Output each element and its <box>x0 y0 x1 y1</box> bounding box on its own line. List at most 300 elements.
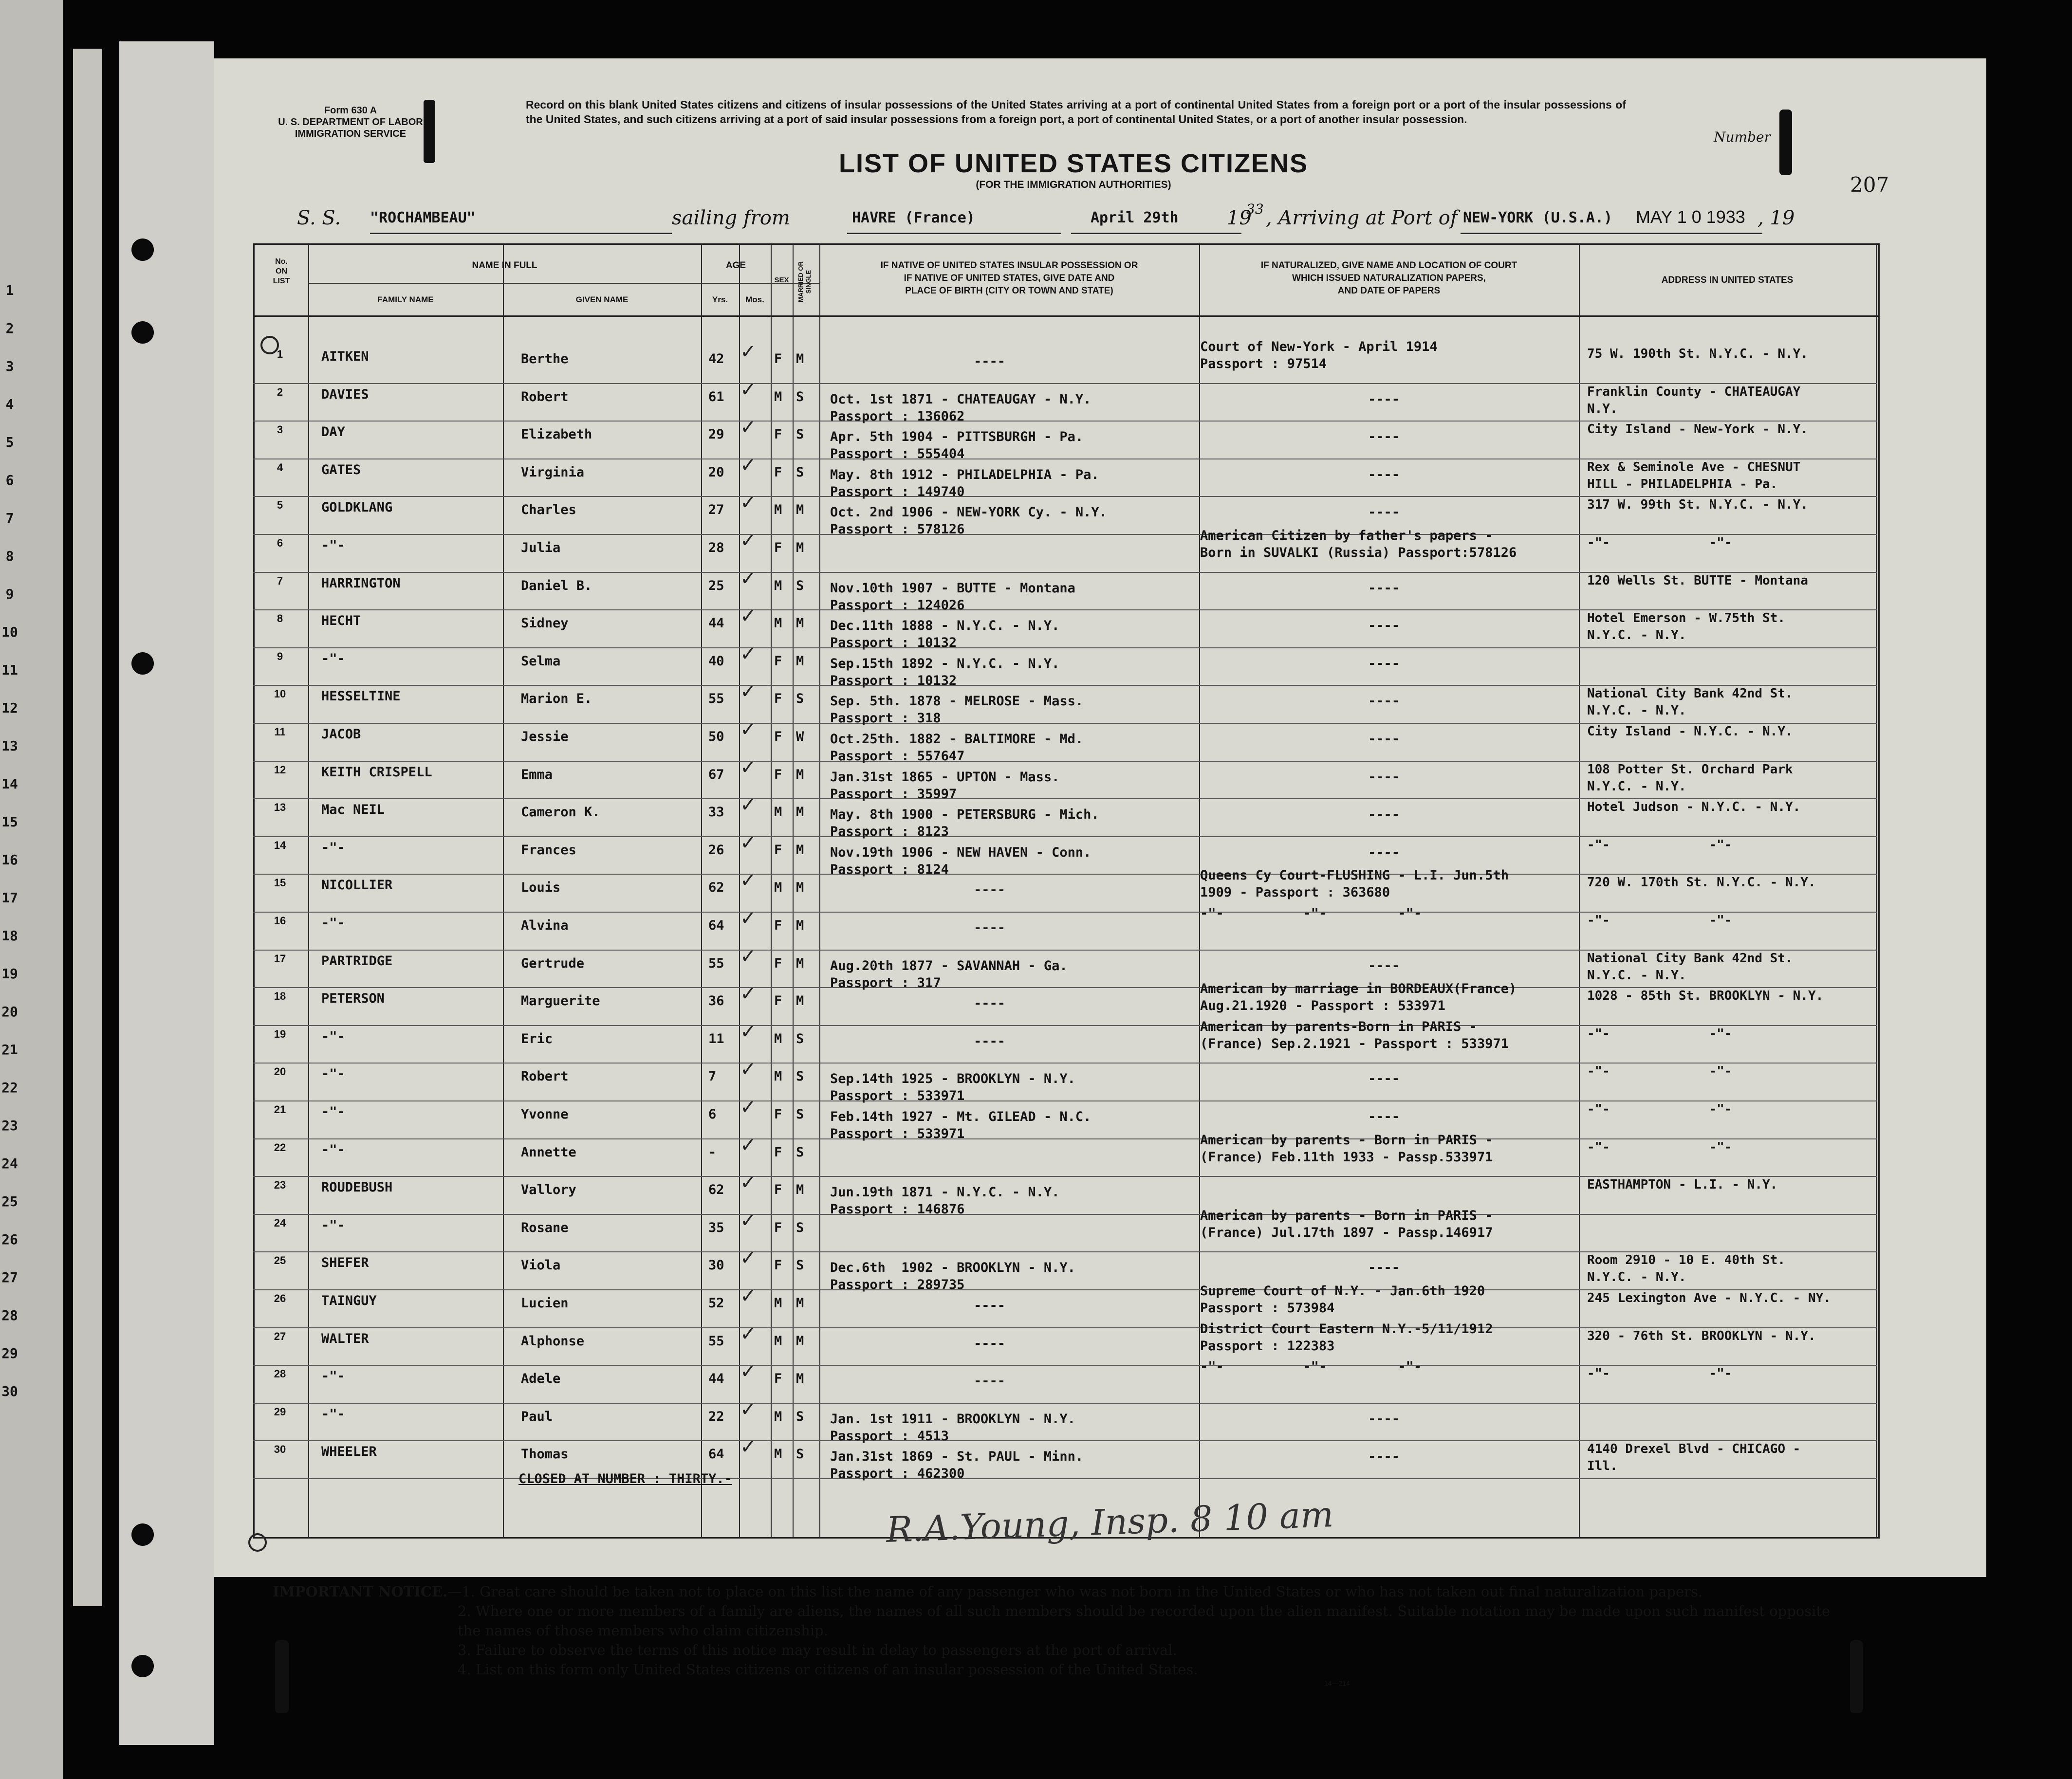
col-given-name: GIVEN NAME <box>575 295 629 304</box>
sex: F <box>774 427 782 442</box>
marital-status: S <box>796 1031 804 1046</box>
given-name: Alvina <box>521 918 569 933</box>
age-years: 50 <box>708 729 724 744</box>
sex: M <box>774 1069 782 1084</box>
naturalization-info: American by parents - Born in PARIS - (France) Jul.17th 1897 - Passp.146917 <box>1200 1208 1493 1240</box>
sex: F <box>774 351 782 367</box>
family-name: Mac NEIL <box>321 802 385 818</box>
family-name: ROUDEBUSH <box>321 1180 393 1195</box>
naturalization-info: -"- -"- -"- <box>1200 906 1422 921</box>
sex: F <box>774 918 782 933</box>
row-number: 20 <box>274 1065 286 1078</box>
arrival-port: NEW-YORK (U.S.A.) <box>1463 209 1613 226</box>
prev-page-row-number: 2 <box>5 320 14 336</box>
check-mark: ✓ <box>740 831 757 854</box>
given-name: Vallory <box>521 1182 576 1198</box>
age-years: 33 <box>708 805 724 820</box>
naturalization-info: ---- <box>1368 580 1400 596</box>
birth-info: May. 8th 1912 - PHILADELPHIA - Pa. Passport : 149740 <box>830 467 1099 499</box>
given-name: Eric <box>521 1031 553 1046</box>
given-name: Robert <box>521 389 569 404</box>
age-years: 55 <box>708 1333 724 1349</box>
check-mark: ✓ <box>740 794 757 817</box>
col-divider <box>701 245 702 1537</box>
prev-page-row-number: 30 <box>1 1383 18 1399</box>
sex: F <box>774 842 782 858</box>
sex: F <box>774 540 782 555</box>
row-number: 26 <box>274 1292 286 1304</box>
row-number: 11 <box>274 726 286 738</box>
date-underline <box>1071 233 1241 234</box>
naturalization-info: ---- <box>1368 505 1400 520</box>
family-name: HESSELTINE <box>321 689 401 704</box>
family-name: -"- <box>321 1142 345 1157</box>
age-years: 52 <box>708 1296 724 1311</box>
row-number: 19 <box>274 1027 286 1040</box>
naturalization-info: Queens Cy Court-FLUSHING - L.I. Jun.5th 1909 - Passport : 363680 <box>1200 868 1509 900</box>
col-mos: Mos. <box>745 295 764 304</box>
given-name: Marion E. <box>521 691 592 707</box>
check-mark: ✓ <box>740 756 757 779</box>
check-mark: ✓ <box>740 454 757 477</box>
birth-info: ---- <box>974 354 1006 369</box>
age-years: 35 <box>708 1220 724 1235</box>
col-married: MARRIED OR SINGLE <box>797 261 812 302</box>
ss-label: S. S. <box>297 207 341 229</box>
arriving-label: , Arriving at Port of <box>1266 207 1458 229</box>
birth-info: ---- <box>974 1033 1006 1049</box>
prev-page-row-number: 16 <box>1 852 18 868</box>
birth-info: Dec.11th 1888 - N.Y.C. - N.Y. Passport : 10132 <box>830 618 1060 651</box>
row-number: 7 <box>277 574 283 587</box>
form-code: 14—214 <box>1324 1679 1350 1687</box>
sex: F <box>774 1371 782 1387</box>
prev-page-row-number: 14 <box>1 776 18 792</box>
naturalization-info: ---- <box>1368 1449 1400 1465</box>
marital-status: M <box>796 993 804 1009</box>
given-name: Jessie <box>521 729 569 744</box>
col-divider <box>819 245 820 1537</box>
year-trailing: , 19 <box>1758 207 1795 229</box>
arrival-underline <box>1461 233 1762 234</box>
binder-hole <box>131 1655 154 1677</box>
sex: F <box>774 1144 782 1160</box>
row-divider <box>253 1403 1877 1404</box>
departure-port: HAVRE (France) <box>852 209 975 226</box>
family-name: WALTER <box>321 1331 369 1346</box>
prev-page-row-number: 5 <box>5 434 14 450</box>
us-address: City Island - N.Y.C. - N.Y. <box>1587 724 1793 739</box>
header-divider <box>308 283 819 284</box>
us-address: -"- -"- <box>1587 1064 1732 1079</box>
naturalization-info: American by marriage in BORDEAUX(France) Aug.21.1920 - Passport : 533971 <box>1200 981 1517 1014</box>
family-name: -"- <box>321 651 345 666</box>
col-age: AGE <box>725 260 746 271</box>
ink-mark <box>1850 1640 1863 1713</box>
given-name: Yvonne <box>521 1107 569 1122</box>
birth-info: Oct. 2nd 1906 - NEW-YORK Cy. - N.Y. Passport : 578126 <box>830 505 1107 537</box>
col-divider <box>793 245 794 1537</box>
previous-page-row-numbers <box>0 282 19 1421</box>
number-label: Number <box>1714 129 1771 145</box>
row-number: 4 <box>277 461 283 474</box>
marital-status: M <box>796 918 804 933</box>
col-divider <box>771 245 772 1537</box>
sex: M <box>774 1333 782 1349</box>
prev-page-row-number: 17 <box>1 890 18 906</box>
important-notice <box>273 1582 1831 1679</box>
previous-page-margin <box>119 41 214 1745</box>
row-divider <box>253 1214 1877 1215</box>
given-name: Louis <box>521 880 561 896</box>
departure-date: April 29th <box>1091 209 1179 226</box>
family-name: NICOLLIER <box>321 878 393 893</box>
given-name: Selma <box>521 653 561 669</box>
row-number: 23 <box>274 1179 286 1192</box>
us-address: -"- -"- <box>1587 1026 1732 1041</box>
row-number: 16 <box>274 915 286 927</box>
year-suffix: 33 <box>1246 201 1264 217</box>
us-address: 320 - 76th St. BROOKLYN - N.Y. <box>1587 1328 1816 1343</box>
age-years: 6 <box>708 1107 717 1122</box>
sex: F <box>774 767 782 782</box>
prev-page-row-number: 23 <box>1 1118 18 1134</box>
birth-info: Jun.19th 1871 - N.Y.C. - N.Y. Passport : 146876 <box>830 1185 1060 1217</box>
us-address: 720 W. 170th St. N.Y.C. - N.Y. <box>1587 875 1816 890</box>
given-name: Daniel B. <box>521 578 592 593</box>
given-name: Viola <box>521 1258 561 1273</box>
col-divider <box>1579 245 1580 1537</box>
prev-page-row-number: 22 <box>1 1080 18 1096</box>
check-mark: ✓ <box>740 341 757 363</box>
given-name: Berthe <box>521 351 569 367</box>
marital-status: S <box>796 578 804 593</box>
birth-info: Oct.25th. 1882 - BALTIMORE - Md. Passport : 557647 <box>830 732 1084 764</box>
port-underline <box>847 233 1061 234</box>
prev-page-row-number: 10 <box>1 624 18 640</box>
given-name: Paul <box>521 1409 553 1424</box>
us-address: City Island - New-York - N.Y. <box>1587 422 1808 437</box>
header-bottom <box>255 315 1878 317</box>
birth-info: Sep. 5th. 1878 - MELROSE - Mass. Passport : 318 <box>830 694 1084 726</box>
family-name: SHEFER <box>321 1255 369 1271</box>
sex: M <box>774 578 782 593</box>
birth-info: ---- <box>974 996 1006 1011</box>
check-mark: ✓ <box>740 1322 757 1345</box>
us-address: 4140 Drexel Blvd - CHICAGO - Ill. <box>1587 1442 1801 1474</box>
row-number: 14 <box>274 839 286 851</box>
check-mark: ✓ <box>740 1247 757 1270</box>
naturalization-info: ---- <box>1368 732 1400 747</box>
us-address: National City Bank 42nd St. N.Y.C. - N.Y. <box>1587 951 1793 983</box>
marital-status: S <box>796 1107 804 1122</box>
sex: F <box>774 1258 782 1273</box>
row-number: 17 <box>274 952 286 965</box>
row-number: 29 <box>274 1405 286 1418</box>
birth-info: Oct. 1st 1871 - CHATEAUGAY - N.Y. Passport : 136062 <box>830 391 1092 424</box>
prev-page-row-number: 25 <box>1 1193 18 1210</box>
age-years: 67 <box>708 767 724 782</box>
page-subtitle: (FOR THE IMMIGRATION AUTHORITIES) <box>976 179 1171 190</box>
age-years: 36 <box>708 993 724 1009</box>
marital-status: M <box>796 1296 804 1311</box>
us-address: -"- -"- <box>1587 535 1732 550</box>
sailing-label: sailing from <box>672 207 790 229</box>
us-address: -"- -"- <box>1587 1102 1732 1117</box>
us-address: 317 W. 99th St. N.Y.C. - N.Y. <box>1587 497 1808 513</box>
page-number: 207 <box>1850 173 1889 197</box>
col-name-in-full: NAME IN FULL <box>472 260 537 271</box>
check-mark: ✓ <box>740 945 757 968</box>
prev-page-row-number: 28 <box>1 1307 18 1323</box>
birth-info: Jan.31st 1865 - UPTON - Mass. Passport : 35997 <box>830 769 1060 802</box>
given-name: Thomas <box>521 1447 569 1462</box>
family-name: DAY <box>321 424 345 440</box>
col-address: ADDRESS IN UNITED STATES <box>1661 275 1794 285</box>
family-name: -"- <box>321 538 345 553</box>
row-number: 25 <box>274 1254 286 1267</box>
col-no: No. ON LIST <box>273 257 290 285</box>
binder-hole <box>131 238 154 261</box>
check-mark: ✓ <box>740 1096 757 1119</box>
prev-page-row-number: 4 <box>5 396 14 412</box>
us-address: 75 W. 190th St. N.Y.C. - N.Y. <box>1587 347 1808 361</box>
check-mark: ✓ <box>740 869 757 892</box>
prev-page-row-number: 27 <box>1 1269 18 1285</box>
check-mark: ✓ <box>740 605 757 628</box>
prev-page-row-number: 21 <box>1 1042 18 1058</box>
age-years: 20 <box>708 464 724 480</box>
naturalization-info: ---- <box>1368 807 1400 823</box>
family-name: -"- <box>321 1369 345 1384</box>
family-name: -"- <box>321 1028 345 1044</box>
row-number: 12 <box>274 763 286 776</box>
us-address: -"- -"- <box>1587 1139 1732 1155</box>
us-address: 1028 - 85th St. BROOKLYN - N.Y. <box>1587 989 1824 1004</box>
row-number: 22 <box>274 1141 286 1154</box>
row-number: 30 <box>274 1443 286 1456</box>
age-years: 64 <box>708 918 724 933</box>
check-mark: ✓ <box>740 567 757 590</box>
check-mark: ✓ <box>740 907 757 930</box>
marital-status: M <box>796 540 804 555</box>
naturalization-info: ---- <box>1368 1109 1400 1124</box>
year-prefix: 19 <box>1227 207 1252 229</box>
marital-status: M <box>796 805 804 820</box>
prev-page-row-number: 9 <box>5 586 14 602</box>
prev-page-row-number: 20 <box>1 1004 18 1020</box>
naturalization-info: ---- <box>1368 1411 1400 1427</box>
marital-status: M <box>796 616 804 631</box>
naturalization-info: ---- <box>1368 429 1400 445</box>
family-name: PETERSON <box>321 991 385 1007</box>
naturalization-info: ---- <box>1368 656 1400 671</box>
given-name: Virginia <box>521 464 585 480</box>
age-years: - <box>708 1144 717 1160</box>
given-name: Rosane <box>521 1220 569 1235</box>
age-years: 27 <box>708 502 724 518</box>
row-number: 28 <box>274 1368 286 1380</box>
age-years: 44 <box>708 1371 724 1387</box>
sex: F <box>774 1182 782 1198</box>
naturalization-info: American by parents-Born in PARIS - (France) Sep.2.1921 - Passport : 533971 <box>1200 1019 1509 1051</box>
birth-info: ---- <box>974 882 1006 898</box>
notice-item-3: 3. Failure to observe the terms of this notice may result in delay to passengers at the port of arrival. <box>458 1642 1177 1658</box>
sex: F <box>774 1107 782 1122</box>
naturalization-info: ---- <box>1368 618 1400 634</box>
prev-page-row-number: 12 <box>1 700 18 716</box>
col-naturalized: IF NATURALIZED, GIVE NAME AND LOCATION OF COURT WHICH ISSUED NATURALIZATION PAPERS, AND DATE OF PAPERS <box>1260 260 1517 296</box>
us-address: Franklin County - CHATEAUGAY N.Y. <box>1587 384 1801 416</box>
check-mark: ✓ <box>740 492 757 514</box>
family-name: HECHT <box>321 613 361 629</box>
given-name: Julia <box>521 540 561 555</box>
check-mark: ✓ <box>740 1209 757 1232</box>
given-name: Lucien <box>521 1296 569 1311</box>
birth-info: Jan. 1st 1911 - BROOKLYN - N.Y. Passport : 4513 <box>830 1411 1075 1444</box>
birth-info: ---- <box>974 1374 1006 1389</box>
age-years: 44 <box>708 616 724 631</box>
sex: F <box>774 691 782 707</box>
family-name: -"- <box>321 1104 345 1119</box>
birth-info: ---- <box>974 920 1006 935</box>
given-name: Charles <box>521 502 576 518</box>
sex: M <box>774 805 782 820</box>
form-id-block: Form 630 A U. S. DEPARTMENT OF LABOR IMMIGRATION SERVICE <box>278 105 423 139</box>
row-divider <box>253 647 1877 648</box>
birth-info: Sep.14th 1925 - BROOKLYN - N.Y. Passport : 533971 <box>830 1071 1075 1104</box>
ink-mark <box>275 1640 289 1713</box>
previous-page-strip <box>73 49 102 1606</box>
naturalization-info: American Citizen by father's papers - Born in SUVALKI (Russia) Passport:578126 <box>1200 528 1517 560</box>
given-name: Robert <box>521 1069 569 1084</box>
family-name: HARRINGTON <box>321 575 401 591</box>
family-name: PARTRIDGE <box>321 953 393 969</box>
prev-page-row-number: 3 <box>5 358 14 374</box>
us-address: -"- -"- <box>1587 1366 1732 1381</box>
ship-underline <box>370 233 672 234</box>
us-address: Room 2910 - 10 E. 40th St. N.Y.C. - N.Y. <box>1587 1253 1785 1285</box>
col-yrs: Yrs. <box>712 295 728 304</box>
row-number: 8 <box>277 612 283 625</box>
ship-name: "ROCHAMBEAU" <box>370 209 476 226</box>
marital-status: M <box>796 880 804 896</box>
check-mark: ✓ <box>740 1172 757 1194</box>
naturalization-info: ---- <box>1368 844 1400 860</box>
prev-page-row-number: 24 <box>1 1155 18 1172</box>
binder-hole <box>131 1523 154 1546</box>
prev-page-row-number: 7 <box>5 510 14 526</box>
naturalization-info: ---- <box>1368 769 1400 785</box>
given-name: Cameron K. <box>521 805 600 820</box>
row-number: 1 <box>277 348 283 360</box>
given-name: Gertrude <box>521 955 585 971</box>
row-number: 13 <box>274 801 286 814</box>
arrival-stamp: MAY 1 0 1933 <box>1636 207 1745 227</box>
marital-status: S <box>796 1144 804 1160</box>
age-years: 55 <box>708 691 724 707</box>
given-name: Annette <box>521 1144 576 1160</box>
row-number: 2 <box>277 385 283 398</box>
age-years: 29 <box>708 427 724 442</box>
sex: F <box>774 993 782 1009</box>
given-name: Alphonse <box>521 1333 585 1349</box>
notice-item-4: 4. List on this form only United States citizens or citizens of an insular possession of the United States. <box>458 1661 1198 1678</box>
given-name: Sidney <box>521 616 569 631</box>
prev-page-row-number: 15 <box>1 814 18 830</box>
closing-statement: CLOSED AT NUMBER : THIRTY.- <box>518 1471 732 1486</box>
us-address: -"- -"- <box>1587 837 1732 852</box>
marital-status: S <box>796 1258 804 1273</box>
naturalization-info: ---- <box>1368 694 1400 709</box>
check-mark: ✓ <box>740 1020 757 1043</box>
prev-page-row-number: 8 <box>5 548 14 564</box>
naturalization-info: ---- <box>1368 1071 1400 1087</box>
sex: M <box>774 1296 782 1311</box>
marital-status: S <box>796 389 804 404</box>
us-address: 120 Wells St. BUTTE - Montana <box>1587 573 1808 588</box>
marital-status: M <box>796 955 804 971</box>
birth-info: May. 8th 1900 - PETERSBURG - Mich. Passport : 8123 <box>830 807 1099 840</box>
family-name: -"- <box>321 1066 345 1082</box>
birth-info: Jan.31st 1869 - St. PAUL - Minn. Passport : 462300 <box>830 1449 1084 1482</box>
row-number: 27 <box>274 1330 286 1342</box>
given-name: Adele <box>521 1371 561 1387</box>
inspector-signature: R.A.Young, Insp. 8 10 am <box>885 1493 1334 1551</box>
naturalization-info: Court of New-York - April 1914 Passport : 97514 <box>1200 339 1438 371</box>
notice-lead: IMPORTANT NOTICE. <box>273 1583 448 1600</box>
us-address: EASTHAMPTON - L.I. - N.Y. <box>1587 1177 1778 1192</box>
family-name: JACOB <box>321 727 361 742</box>
family-name: GATES <box>321 462 361 477</box>
naturalization-info: -"- -"- -"- <box>1200 1359 1422 1375</box>
voyage-line <box>273 201 1831 236</box>
sex: M <box>774 389 782 404</box>
birth-info: Nov.10th 1907 - BUTTE - Montana Passport : 124026 <box>830 580 1075 613</box>
naturalization-info: ---- <box>1368 467 1400 482</box>
given-name: Frances <box>521 842 576 858</box>
prev-page-row-number: 29 <box>1 1345 18 1361</box>
age-years: 42 <box>708 351 724 367</box>
birth-info: ---- <box>974 1298 1006 1313</box>
given-name: Elizabeth <box>521 427 592 442</box>
marital-status: S <box>796 464 804 480</box>
birth-info: Nov.19th 1906 - NEW HAVEN - Conn. Passport : 8124 <box>830 844 1092 877</box>
us-address: Hotel Judson - N.Y.C. - N.Y. <box>1587 800 1801 815</box>
check-mark: ✓ <box>740 1398 757 1421</box>
naturalization-info: ---- <box>1368 391 1400 407</box>
col-divider <box>503 245 504 1537</box>
sex: M <box>774 616 782 631</box>
marital-status: M <box>796 653 804 669</box>
check-mark: ✓ <box>740 530 757 552</box>
row-number: 9 <box>277 650 283 662</box>
prev-page-row-number: 18 <box>1 928 18 944</box>
birth-info: ---- <box>974 1336 1006 1351</box>
sex: F <box>774 653 782 669</box>
col-birth: IF NATIVE OF UNITED STATES INSULAR POSSESSION OR IF NATIVE OF UNITED STATES, GIVE DATE AND PLACE OF BIRTH (CITY OR TOWN AND STATE) <box>880 260 1138 296</box>
family-name: -"- <box>321 1217 345 1233</box>
age-years: 64 <box>708 1447 724 1462</box>
us-address: Hotel Emerson - W.75th St. N.Y.C. - N.Y. <box>1587 611 1785 643</box>
family-name: DAVIES <box>321 386 369 402</box>
check-mark: ✓ <box>740 983 757 1006</box>
marital-status: S <box>796 1447 804 1462</box>
check-mark: ✓ <box>740 1436 757 1459</box>
binder-hole <box>131 652 154 675</box>
birth-info: Apr. 5th 1904 - PITTSBURGH - Pa. Passport : 555404 <box>830 429 1084 462</box>
naturalization-info: Supreme Court of N.Y. - Jan.6th 1920 Passport : 573984 <box>1200 1284 1485 1316</box>
